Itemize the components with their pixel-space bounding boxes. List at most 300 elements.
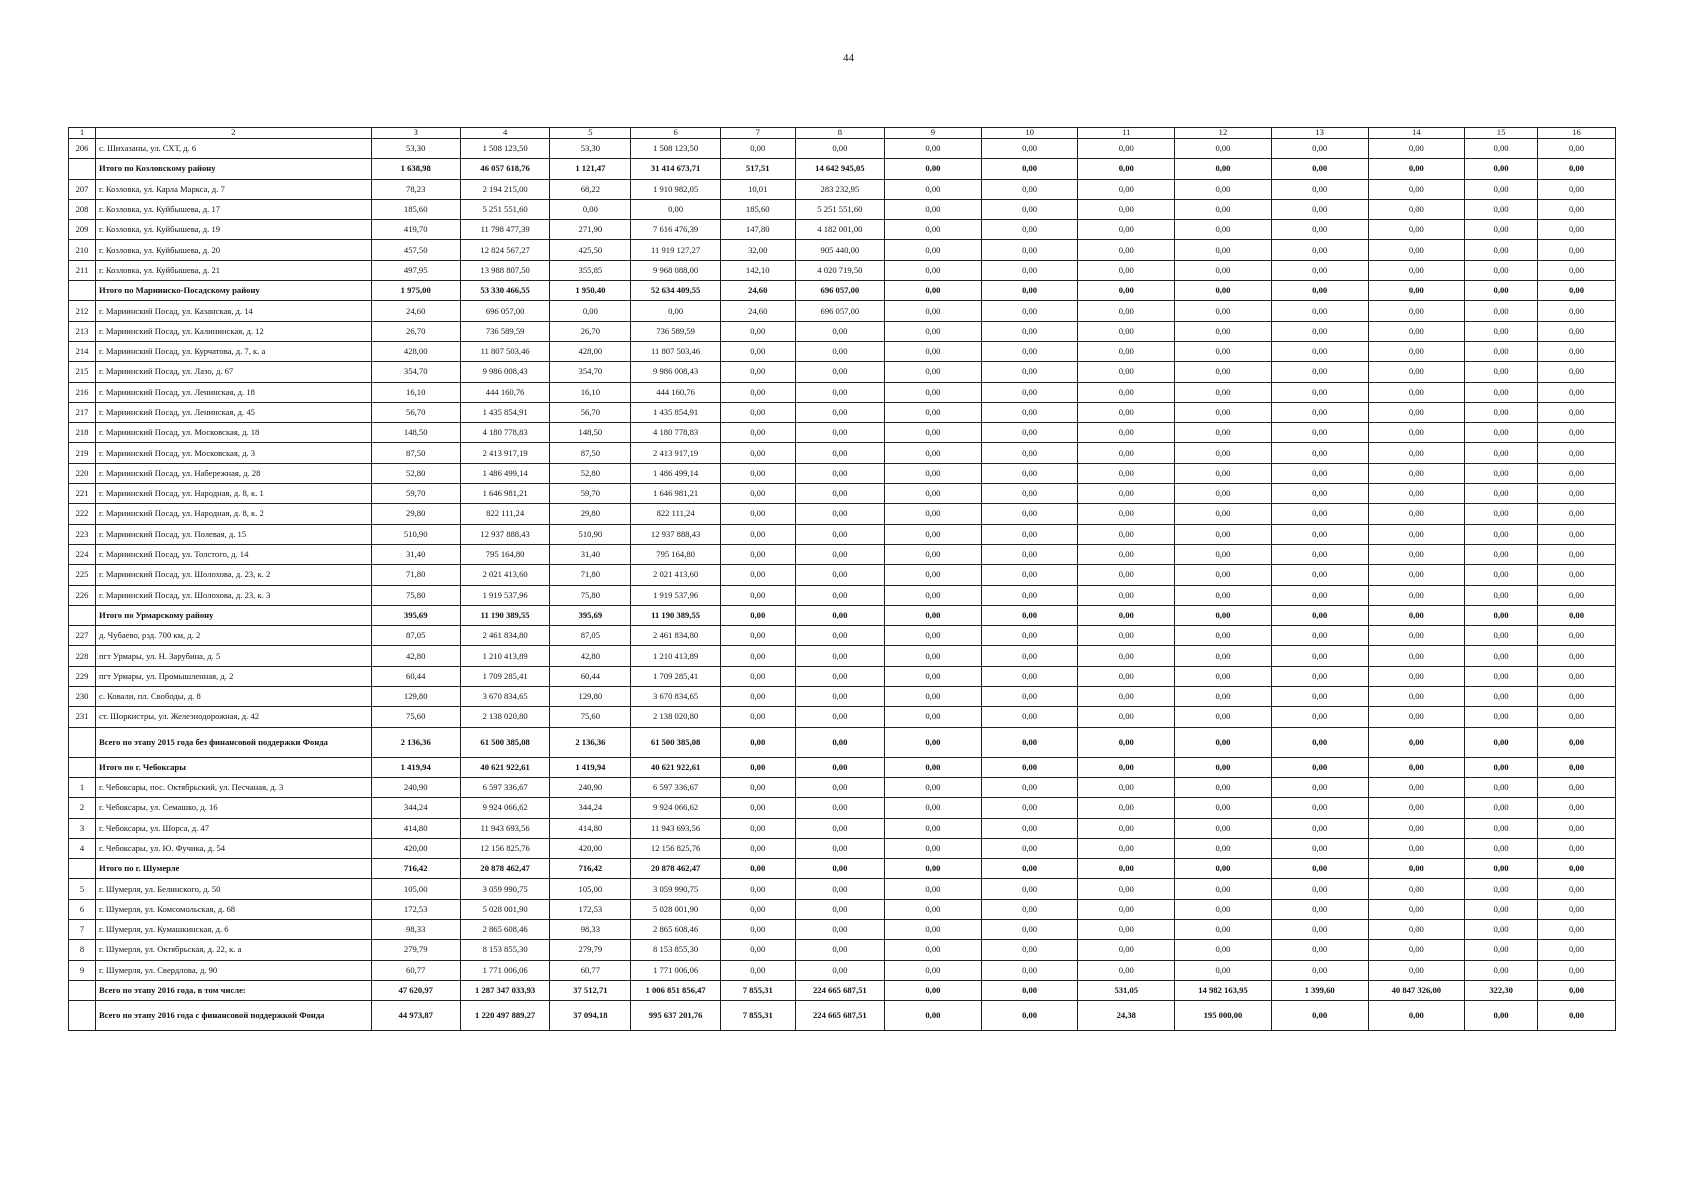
- value-cell: 0,00: [631, 301, 720, 321]
- value-cell: 0,00: [1537, 443, 1615, 463]
- value-cell: 0,00: [1271, 919, 1368, 939]
- value-cell: 98,33: [371, 919, 460, 939]
- value-cell: 0,00: [1271, 859, 1368, 879]
- table-row: [69, 707, 1616, 727]
- value-cell: 0,00: [1271, 879, 1368, 899]
- value-cell: 0,00: [631, 199, 720, 219]
- table-row: [69, 240, 1616, 260]
- column-number-header: 4: [460, 128, 549, 139]
- value-cell: 0,00: [795, 605, 884, 625]
- value-cell: 0,00: [1271, 362, 1368, 382]
- address-cell: Итого по Козловскому району: [96, 159, 372, 179]
- row-number-cell: 211: [69, 260, 96, 280]
- value-cell: 0,00: [1368, 646, 1465, 666]
- value-cell: 0,00: [1465, 707, 1538, 727]
- value-cell: 0,00: [1175, 220, 1272, 240]
- value-cell: 87,05: [371, 626, 460, 646]
- value-cell: 0,00: [1175, 524, 1272, 544]
- table-row: [69, 777, 1616, 797]
- value-cell: 696 057,00: [460, 301, 549, 321]
- value-cell: 0,00: [1368, 605, 1465, 625]
- value-cell: 0,00: [795, 899, 884, 919]
- address-cell: пгт Урмары, ул. Н. Зарубина, д. 5: [96, 646, 372, 666]
- value-cell: 0,00: [1175, 362, 1272, 382]
- value-cell: 0,00: [1465, 179, 1538, 199]
- value-cell: 0,00: [1465, 260, 1538, 280]
- value-cell: 0,00: [795, 423, 884, 443]
- value-cell: 0,00: [1175, 777, 1272, 797]
- value-cell: 1 220 497 889,27: [460, 1001, 549, 1031]
- value-cell: 0,00: [720, 687, 795, 707]
- value-cell: 0,00: [1271, 626, 1368, 646]
- value-cell: 1 006 851 856,47: [631, 980, 720, 1000]
- value-cell: 1 287 347 033,93: [460, 980, 549, 1000]
- value-cell: 0,00: [981, 777, 1078, 797]
- value-cell: 0,00: [1368, 260, 1465, 280]
- value-cell: 0,00: [720, 463, 795, 483]
- value-cell: 2 138 020,80: [631, 707, 720, 727]
- value-cell: 0,00: [1368, 524, 1465, 544]
- value-cell: 0,00: [720, 960, 795, 980]
- value-cell: 0,00: [1465, 646, 1538, 666]
- value-cell: 0,00: [1537, 240, 1615, 260]
- row-number-cell: 206: [69, 139, 96, 159]
- row-number-cell: 221: [69, 484, 96, 504]
- value-cell: 5 028 001,90: [631, 899, 720, 919]
- value-cell: 0,00: [981, 818, 1078, 838]
- row-number-cell: 213: [69, 321, 96, 341]
- value-cell: 0,00: [795, 565, 884, 585]
- value-cell: 0,00: [1368, 544, 1465, 564]
- value-cell: 0,00: [1537, 980, 1615, 1000]
- value-cell: 1 975,00: [371, 281, 460, 301]
- address-cell: с. Шихазаны, ул. СХТ, д. 6: [96, 139, 372, 159]
- table-row: [69, 423, 1616, 443]
- value-cell: 53,30: [371, 139, 460, 159]
- value-cell: 14 982 163,95: [1175, 980, 1272, 1000]
- value-cell: 20 878 462,47: [631, 859, 720, 879]
- row-number-cell: 225: [69, 565, 96, 585]
- value-cell: 0,00: [1271, 666, 1368, 686]
- value-cell: 395,69: [371, 605, 460, 625]
- column-number-header: 8: [795, 128, 884, 139]
- row-number-cell: 229: [69, 666, 96, 686]
- value-cell: 905 440,00: [795, 240, 884, 260]
- value-cell: 0,00: [981, 1001, 1078, 1031]
- value-cell: 147,80: [720, 220, 795, 240]
- value-cell: 2 138 020,80: [460, 707, 549, 727]
- value-cell: 0,00: [885, 240, 982, 260]
- value-cell: 24,60: [720, 281, 795, 301]
- value-cell: 3 059 990,75: [460, 879, 549, 899]
- value-cell: 0,00: [795, 757, 884, 777]
- value-cell: 0,00: [885, 727, 982, 757]
- value-cell: 16,10: [550, 382, 631, 402]
- value-cell: 0,00: [1368, 879, 1465, 899]
- table-row: [69, 838, 1616, 858]
- address-cell: Итого по Урмарскому району: [96, 605, 372, 625]
- value-cell: 0,00: [885, 139, 982, 159]
- value-cell: 240,90: [550, 777, 631, 797]
- value-cell: 1 435 854,91: [460, 402, 549, 422]
- value-cell: 40 621 922,61: [460, 757, 549, 777]
- value-cell: 0,00: [1537, 646, 1615, 666]
- value-cell: 0,00: [1537, 818, 1615, 838]
- value-cell: 0,00: [885, 484, 982, 504]
- value-cell: 0,00: [1175, 260, 1272, 280]
- value-cell: 24,38: [1078, 1001, 1175, 1031]
- value-cell: 0,00: [1537, 382, 1615, 402]
- value-cell: 795 164,80: [631, 544, 720, 564]
- value-cell: 457,50: [371, 240, 460, 260]
- table-row: [69, 960, 1616, 980]
- value-cell: 0,00: [1078, 281, 1175, 301]
- address-cell: г. Чебоксары, ул. Ю. Фучика, д. 54: [96, 838, 372, 858]
- address-cell: г. Мариинский Посад, ул. Народная, д. 8, к. 2: [96, 504, 372, 524]
- value-cell: 0,00: [1465, 423, 1538, 443]
- address-cell: д. Чубаево, рзд. 700 км, д. 2: [96, 626, 372, 646]
- table-row: [69, 666, 1616, 686]
- value-cell: 0,00: [1078, 838, 1175, 858]
- value-cell: 11 919 127,27: [631, 240, 720, 260]
- value-cell: 0,00: [1537, 281, 1615, 301]
- value-cell: 0,00: [1175, 281, 1272, 301]
- value-cell: 0,00: [1175, 159, 1272, 179]
- value-cell: 2 021 413,60: [460, 565, 549, 585]
- value-cell: 5 251 551,60: [460, 199, 549, 219]
- value-cell: 26,70: [371, 321, 460, 341]
- value-cell: 1 709 285,41: [460, 666, 549, 686]
- value-cell: 0,00: [1078, 565, 1175, 585]
- value-cell: 0,00: [1368, 687, 1465, 707]
- value-cell: 0,00: [1537, 565, 1615, 585]
- value-cell: 0,00: [1078, 524, 1175, 544]
- address-cell: г. Мариинский Посад, ул. Лазо, д. 67: [96, 362, 372, 382]
- value-cell: 0,00: [1368, 321, 1465, 341]
- value-cell: 0,00: [1271, 341, 1368, 361]
- value-cell: 0,00: [795, 707, 884, 727]
- value-cell: 0,00: [1368, 626, 1465, 646]
- table-row: [69, 940, 1616, 960]
- table-row: [69, 585, 1616, 605]
- value-cell: 0,00: [795, 524, 884, 544]
- value-cell: 0,00: [1078, 544, 1175, 564]
- value-cell: 428,00: [550, 341, 631, 361]
- value-cell: 0,00: [981, 382, 1078, 402]
- value-cell: 0,00: [1078, 402, 1175, 422]
- value-cell: 0,00: [981, 980, 1078, 1000]
- value-cell: 9 986 008,43: [460, 362, 549, 382]
- value-cell: 0,00: [720, 899, 795, 919]
- value-cell: 0,00: [981, 960, 1078, 980]
- value-cell: 0,00: [1465, 139, 1538, 159]
- value-cell: 2 413 917,19: [460, 443, 549, 463]
- value-cell: 0,00: [1078, 605, 1175, 625]
- value-cell: 0,00: [1271, 1001, 1368, 1031]
- value-cell: 56,70: [550, 402, 631, 422]
- value-cell: 0,00: [1368, 240, 1465, 260]
- value-cell: 0,00: [1465, 940, 1538, 960]
- subtotal-row: [69, 605, 1616, 625]
- value-cell: 0,00: [1175, 859, 1272, 879]
- value-cell: 37 094,18: [550, 1001, 631, 1031]
- value-cell: 0,00: [1271, 504, 1368, 524]
- value-cell: 1 771 006,06: [460, 960, 549, 980]
- row-number-cell: 217: [69, 402, 96, 422]
- address-cell: г. Мариинский Посад, ул. Московская, д. 18: [96, 423, 372, 443]
- value-cell: 355,85: [550, 260, 631, 280]
- address-cell: пгт Урмары, ул. Промышленная, д. 2: [96, 666, 372, 686]
- row-number-cell: 209: [69, 220, 96, 240]
- value-cell: 12 156 825,76: [460, 838, 549, 858]
- address-cell: г. Козловка, ул. Куйбышева, д. 21: [96, 260, 372, 280]
- value-cell: 428,00: [371, 341, 460, 361]
- value-cell: 0,00: [1078, 382, 1175, 402]
- value-cell: 0,00: [1537, 423, 1615, 443]
- value-cell: 0,00: [885, 179, 982, 199]
- value-cell: 0,00: [981, 899, 1078, 919]
- value-cell: 0,00: [1537, 321, 1615, 341]
- row-number-cell: 7: [69, 919, 96, 939]
- value-cell: 0,00: [885, 626, 982, 646]
- value-cell: 1 950,40: [550, 281, 631, 301]
- table-row: [69, 260, 1616, 280]
- value-cell: 1 210 413,89: [460, 646, 549, 666]
- value-cell: 0,00: [1271, 899, 1368, 919]
- value-cell: 0,00: [981, 646, 1078, 666]
- address-cell: г. Чебоксары, ул. Семашко, д. 16: [96, 798, 372, 818]
- row-number-cell: 1: [69, 777, 96, 797]
- value-cell: 75,80: [371, 585, 460, 605]
- value-cell: 0,00: [1271, 524, 1368, 544]
- value-cell: 0,00: [1271, 402, 1368, 422]
- value-cell: 0,00: [1368, 220, 1465, 240]
- value-cell: 71,80: [550, 565, 631, 585]
- value-cell: 0,00: [981, 859, 1078, 879]
- value-cell: 0,00: [1271, 605, 1368, 625]
- table-row: [69, 798, 1616, 818]
- value-cell: 0,00: [1078, 859, 1175, 879]
- value-cell: 0,00: [1078, 504, 1175, 524]
- value-cell: 129,80: [550, 687, 631, 707]
- address-cell: Всего по этапу 2015 года без финансовой поддержки Фонда: [96, 727, 372, 757]
- value-cell: 354,70: [550, 362, 631, 382]
- row-number-cell: 220: [69, 463, 96, 483]
- value-cell: 195 000,00: [1175, 1001, 1272, 1031]
- row-number-cell: [69, 605, 96, 625]
- table-row: [69, 504, 1616, 524]
- row-number-cell: [69, 757, 96, 777]
- value-cell: 0,00: [1465, 585, 1538, 605]
- value-cell: 995 637 201,76: [631, 1001, 720, 1031]
- value-cell: 0,00: [1175, 301, 1272, 321]
- value-cell: 0,00: [795, 382, 884, 402]
- value-cell: 0,00: [981, 240, 1078, 260]
- value-cell: 0,00: [981, 504, 1078, 524]
- address-cell: г. Козловка, ул. Куйбышева, д. 19: [96, 220, 372, 240]
- value-cell: 0,00: [1078, 727, 1175, 757]
- value-cell: 0,00: [1368, 463, 1465, 483]
- value-cell: 1 419,94: [371, 757, 460, 777]
- value-cell: 1 771 006,06: [631, 960, 720, 980]
- value-cell: 0,00: [981, 281, 1078, 301]
- value-cell: 0,00: [1078, 777, 1175, 797]
- value-cell: 0,00: [1175, 707, 1272, 727]
- value-cell: 0,00: [1537, 544, 1615, 564]
- value-cell: 0,00: [981, 463, 1078, 483]
- value-cell: 0,00: [1078, 321, 1175, 341]
- value-cell: 0,00: [720, 585, 795, 605]
- value-cell: 40 847 326,00: [1368, 980, 1465, 1000]
- value-cell: 0,00: [1465, 301, 1538, 321]
- value-cell: 0,00: [885, 859, 982, 879]
- row-number-cell: [69, 1001, 96, 1031]
- value-cell: 0,00: [981, 838, 1078, 858]
- value-cell: 0,00: [795, 463, 884, 483]
- value-cell: 0,00: [720, 504, 795, 524]
- row-number-cell: [69, 859, 96, 879]
- value-cell: 0,00: [1465, 362, 1538, 382]
- value-cell: 0,00: [1175, 687, 1272, 707]
- row-number-cell: 228: [69, 646, 96, 666]
- value-cell: 0,00: [885, 798, 982, 818]
- value-cell: 0,00: [1271, 179, 1368, 199]
- row-number-cell: [69, 159, 96, 179]
- value-cell: 0,00: [1271, 281, 1368, 301]
- value-cell: 0,00: [885, 757, 982, 777]
- column-number-header: 1: [69, 128, 96, 139]
- value-cell: 0,00: [1465, 504, 1538, 524]
- table-row: [69, 544, 1616, 564]
- value-cell: 59,70: [550, 484, 631, 504]
- value-cell: 1 435 854,91: [631, 402, 720, 422]
- value-cell: 0,00: [720, 646, 795, 666]
- value-cell: 279,79: [550, 940, 631, 960]
- address-cell: г. Шумерля, ул. Октябрьская, д. 22, к. а: [96, 940, 372, 960]
- value-cell: 0,00: [1271, 382, 1368, 402]
- value-cell: 0,00: [1465, 798, 1538, 818]
- value-cell: 1 919 537,96: [631, 585, 720, 605]
- value-cell: 0,00: [1465, 899, 1538, 919]
- value-cell: 344,24: [550, 798, 631, 818]
- value-cell: 31,40: [550, 544, 631, 564]
- value-cell: 105,00: [371, 879, 460, 899]
- value-cell: 0,00: [981, 362, 1078, 382]
- value-cell: 0,00: [1175, 879, 1272, 899]
- value-cell: 0,00: [981, 919, 1078, 939]
- value-cell: 0,00: [1537, 777, 1615, 797]
- value-cell: 0,00: [981, 757, 1078, 777]
- value-cell: 29,80: [550, 504, 631, 524]
- value-cell: 14 642 945,05: [795, 159, 884, 179]
- value-cell: 129,80: [371, 687, 460, 707]
- value-cell: 0,00: [720, 859, 795, 879]
- value-cell: 736 589,59: [631, 321, 720, 341]
- value-cell: 68,22: [550, 179, 631, 199]
- value-cell: 0,00: [1368, 443, 1465, 463]
- column-number-header: 2: [96, 128, 372, 139]
- value-cell: 0,00: [885, 818, 982, 838]
- value-cell: 1 486 499,14: [460, 463, 549, 483]
- table-row: [69, 463, 1616, 483]
- value-cell: 0,00: [720, 139, 795, 159]
- value-cell: 0,00: [885, 899, 982, 919]
- value-cell: 0,00: [720, 362, 795, 382]
- value-cell: 0,00: [1465, 879, 1538, 899]
- value-cell: 0,00: [1078, 443, 1175, 463]
- value-cell: 0,00: [1078, 341, 1175, 361]
- value-cell: 31,40: [371, 544, 460, 564]
- value-cell: 7 855,31: [720, 980, 795, 1000]
- value-cell: 0,00: [1175, 960, 1272, 980]
- value-cell: 240,90: [371, 777, 460, 797]
- value-cell: 0,00: [885, 402, 982, 422]
- value-cell: 354,70: [371, 362, 460, 382]
- value-cell: 32,00: [720, 240, 795, 260]
- value-cell: 0,00: [981, 260, 1078, 280]
- value-cell: 0,00: [1537, 707, 1615, 727]
- housing-program-table: [68, 127, 1616, 1031]
- value-cell: 0,00: [885, 260, 982, 280]
- value-cell: 9 924 066,62: [460, 798, 549, 818]
- value-cell: 0,00: [981, 707, 1078, 727]
- row-number-cell: 227: [69, 626, 96, 646]
- value-cell: 0,00: [1465, 859, 1538, 879]
- value-cell: 0,00: [795, 544, 884, 564]
- value-cell: 0,00: [981, 199, 1078, 219]
- value-cell: 60,77: [550, 960, 631, 980]
- address-cell: г. Козловка, ул. Куйбышева, д. 17: [96, 199, 372, 219]
- value-cell: 0,00: [795, 626, 884, 646]
- value-cell: 0,00: [1537, 859, 1615, 879]
- value-cell: 87,05: [550, 626, 631, 646]
- address-cell: Всего по этапу 2016 года, в том числе:: [96, 980, 372, 1000]
- value-cell: 44 973,87: [371, 1001, 460, 1031]
- value-cell: 0,00: [1537, 463, 1615, 483]
- column-number-header: 3: [371, 128, 460, 139]
- table-row: [69, 139, 1616, 159]
- value-cell: 0,00: [1465, 463, 1538, 483]
- value-cell: 0,00: [720, 321, 795, 341]
- value-cell: 0,00: [1271, 443, 1368, 463]
- value-cell: 696 057,00: [795, 281, 884, 301]
- value-cell: 0,00: [1078, 199, 1175, 219]
- value-cell: 2 021 413,60: [631, 565, 720, 585]
- value-cell: 11 943 693,56: [460, 818, 549, 838]
- value-cell: 0,00: [981, 798, 1078, 818]
- value-cell: 0,00: [1078, 960, 1175, 980]
- value-cell: 271,90: [550, 220, 631, 240]
- value-cell: 0,00: [720, 443, 795, 463]
- subtotal-row: [69, 281, 1616, 301]
- value-cell: 148,50: [550, 423, 631, 443]
- value-cell: 497,95: [371, 260, 460, 280]
- value-cell: 52 634 409,55: [631, 281, 720, 301]
- value-cell: 53 330 466,55: [460, 281, 549, 301]
- value-cell: 0,00: [1465, 919, 1538, 939]
- value-cell: 0,00: [1271, 838, 1368, 858]
- value-cell: 0,00: [981, 402, 1078, 422]
- value-cell: 0,00: [1368, 818, 1465, 838]
- value-cell: 0,00: [1368, 159, 1465, 179]
- value-cell: 0,00: [1078, 139, 1175, 159]
- value-cell: 0,00: [981, 585, 1078, 605]
- value-cell: 0,00: [1271, 240, 1368, 260]
- value-cell: 1 210 413,89: [631, 646, 720, 666]
- value-cell: 0,00: [885, 960, 982, 980]
- value-cell: 0,00: [1368, 666, 1465, 686]
- value-cell: 0,00: [795, 687, 884, 707]
